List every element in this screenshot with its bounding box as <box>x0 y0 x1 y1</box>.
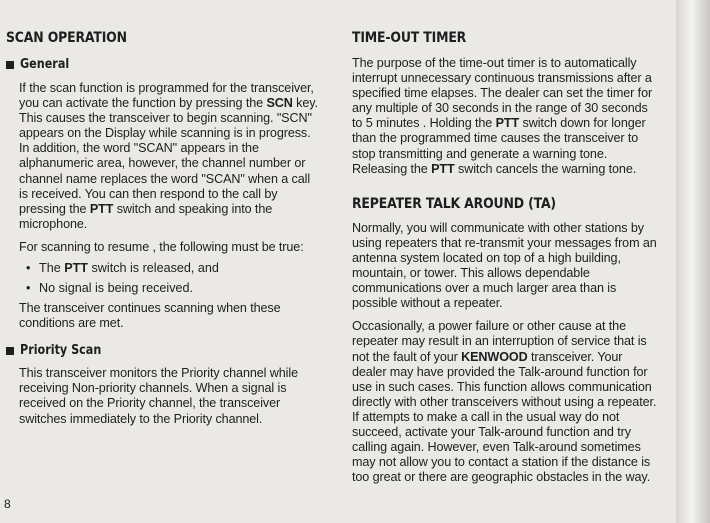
resume-intro: For scanning to resume , the following must be true: <box>19 239 304 254</box>
scan-operation-title: SCAN OPERATION <box>6 30 127 46</box>
time-out-timer-paragraph: The purpose of the time-out timer is to automatically interrupt unnecessary continuous transmissions after a specified time elapses. The dealer can set the timer for any multiple of 30 seconds in the range of 30 seconds to 5 minutes . Holding the PTT switch down for longer than the programmed time causes the transceiver to stop transmitting and generate a warning tone. Releasing the PTT switch cancels the warning tone. <box>352 56 653 176</box>
priority-scan-heading <box>6 343 322 358</box>
bullet-icon: • <box>26 261 31 276</box>
bullet-icon: • <box>26 281 31 296</box>
priority-scan-paragraph: This transceiver monitors the Priority channel while receiving Non-priority channels. When a signal is received on the Priority channel, the transceiver switches immediately to the Priority channel. <box>19 366 298 426</box>
left-column <box>6 30 322 427</box>
list-item: • The PTT switch is released, and <box>26 261 219 276</box>
resume-conditions-list <box>19 261 322 296</box>
talk-around-paragraph-1: Normally, you will communicate with other stations by using repeaters that re-transmit your messages from an antenna system located on top of a high building, mountain, or tower. This allows dependable communications over a much larger area than is possible without a repeater. <box>352 220 657 311</box>
priority-scan-heading-text: Priority Scan <box>20 343 102 359</box>
talk-around-paragraph-2: Occasionally, a power failure or other cause at the repeater may result in an interruption of service that is not the fault of your KENWOOD transceiver. Your dealer may have provided the Talk-around function for use in such cases. This function allows communication directly with other transceivers without using a repeater. If attempts to make a call in the usual way do not succeed, activate your Talk-around function and try calling again. However, even Talk-around sometimes may not allow you to contact a station if the distance is too great or there are geographic obstacles in the way. <box>352 319 657 485</box>
general-heading-text: General <box>20 57 70 72</box>
talk-around-title: REPEATER TALK AROUND (TA) <box>352 195 556 212</box>
list-item: • No signal is being received. <box>26 281 194 296</box>
page-binding-edge <box>676 0 710 523</box>
general-paragraph: If the scan function is programmed for the transceiver, you can activate the function by pressing the SCN key. This causes the transceiver to begin scanning. "SCN" appears on the Display while scanning is in progress. In addition, the word "SCAN" appears in the alphanumeric area, however, the channel number or channel name replaces the word "SCAN" when a call is received. You can then respond to the call by pressing the PTT switch and speaking into the microphone. <box>19 81 318 231</box>
continues-paragraph: The transceiver continues scanning when these conditions are met. <box>19 301 281 331</box>
square-bullet-icon <box>6 61 14 69</box>
page-number: 8 <box>4 497 11 511</box>
general-heading <box>6 57 322 72</box>
time-out-timer-title: TIME-OUT TIMER <box>352 30 467 46</box>
square-bullet-icon <box>6 347 14 355</box>
right-column <box>352 30 658 485</box>
